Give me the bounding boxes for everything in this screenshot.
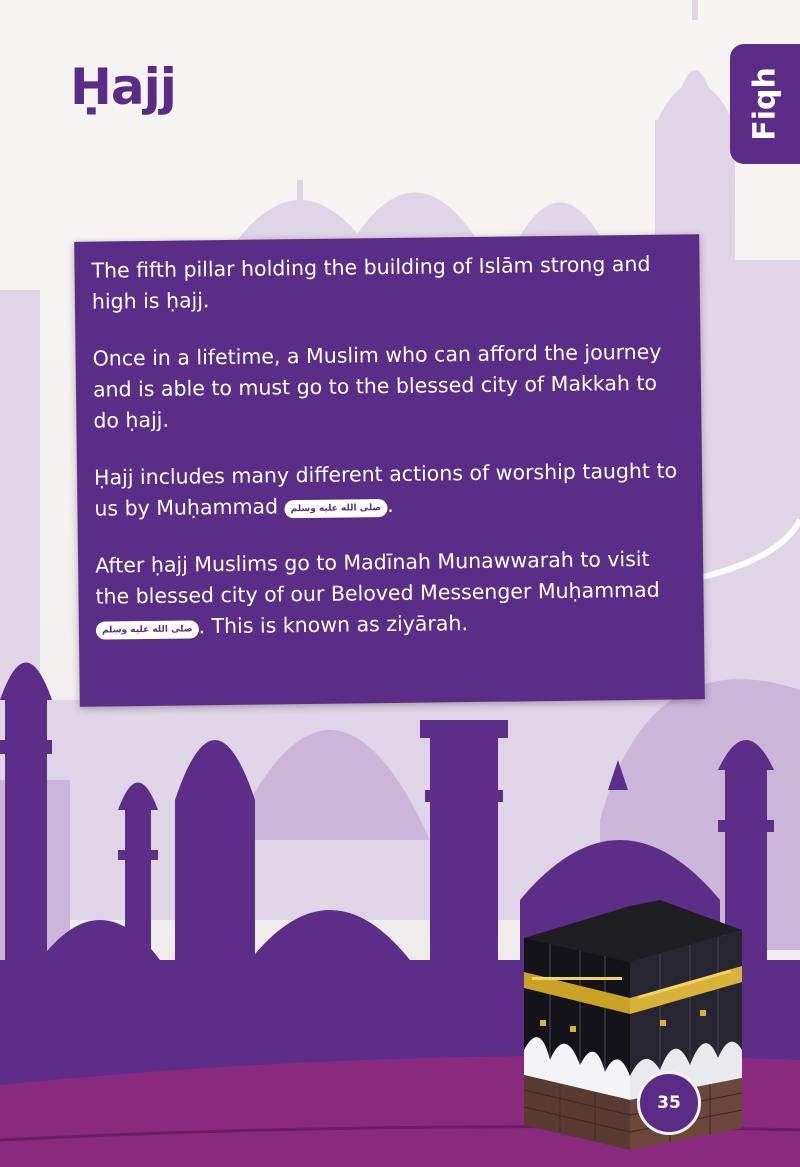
- salawat-badge: صلى الله عليه وسلم: [96, 620, 199, 639]
- salawat-badge: صلى الله عليه وسلم: [284, 499, 387, 518]
- paragraph-text: The fifth pillar holding the building of Islām strong and high is ḥajj.: [91, 251, 651, 314]
- paragraph: [92, 336, 679, 436]
- page-number: 35: [637, 1071, 701, 1135]
- paragraph: [91, 248, 678, 317]
- page-title: Ḥajj: [70, 58, 176, 116]
- section-tab: [730, 44, 800, 164]
- paragraph-text: Ḥajj includes many different actions of worship taught to us by Muḥammad: [93, 458, 678, 521]
- paragraph: [95, 543, 682, 643]
- paragraph-text: Once in a lifetime, a Muslim who can afford the journey and is able to must go to the blessed city of Makkah to do ḥajj.: [92, 339, 662, 433]
- text-box: [74, 234, 705, 707]
- paragraph-text: .: [387, 492, 394, 518]
- paragraph: [94, 455, 681, 524]
- section-tab-label: Fiqh: [747, 67, 783, 141]
- kaaba-illustration: [510, 900, 750, 1155]
- paragraph-text: . This is known as ziyārah.: [198, 611, 469, 639]
- paragraph-text: After ḥajj Muslims go to Madīnah Munawwarah to visit the blessed city of our Beloved Messenger Muḥammad: [94, 546, 660, 609]
